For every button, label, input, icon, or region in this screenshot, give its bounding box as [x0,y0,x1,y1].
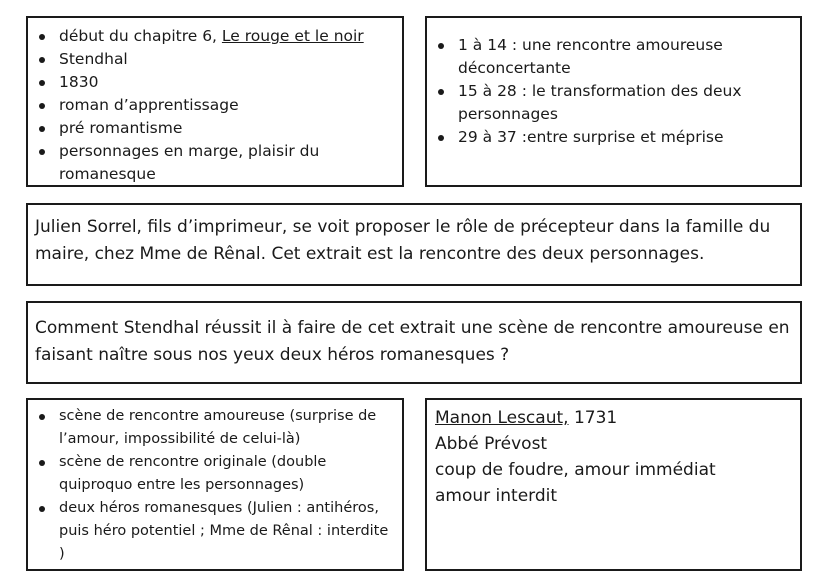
context-box [26,16,404,187]
list-item [30,25,396,48]
list-item: roman d’apprentissage [30,94,396,117]
list-item: 1830 [30,71,396,94]
list-item: pré romantisme [30,117,396,140]
list-item: 1 à 14 : une rencontre amoureuse déconcertante [429,34,794,80]
plan-box [425,16,802,187]
list-item: scène de rencontre amoureuse (surprise de l’amour, impossibilité de celui-là) [30,405,396,451]
problematique-box [26,301,802,384]
intertext-title: Manon Lescaut, [435,408,569,428]
list-item: deux héros romanesques (Julien : antihéros, puis héro potentiel ; Mme de Rênal : interdite ) [30,497,396,566]
novel-title: Le rouge et le noir [221,27,364,45]
list-item: personnages en marge, plaisir du romanesque [30,140,396,186]
axes-list [30,405,396,566]
intertext-note: amour interdit [435,486,558,506]
intertext-note: coup de foudre, amour immédiat [435,460,716,480]
intertext-author: Abbé Prévost [435,434,548,454]
list-item: 29 à 37 :entre surprise et méprise [429,126,794,149]
context-list [30,25,396,186]
list-item: 15 à 28 : le transformation des deux personnages [429,80,794,126]
summary-box [26,203,802,286]
axes-box [26,398,404,571]
intertext-year: 1731 [568,408,618,428]
list-item: scène de rencontre originale (double quiproquo entre les personnages) [30,451,396,497]
intertext-heading [435,405,794,431]
summary-text: Julien Sorrel, fils d’imprimeur, se voit proposer le rôle de précepteur dans la famille du maire, chez Mme de Rênal. Cet extrait est la rencontre des deux personnages. [35,217,771,264]
problematique-text: Comment Stendhal réussit il à faire de cet extrait une scène de rencontre amoureuse en faisant naître sous nos yeux deux héros romanesques ? [35,318,790,365]
list-item: Stendhal [30,48,396,71]
plan-list [429,34,794,149]
context-chapter-prefix: début du chapitre 6, [59,27,222,45]
intertext-box [425,398,802,571]
